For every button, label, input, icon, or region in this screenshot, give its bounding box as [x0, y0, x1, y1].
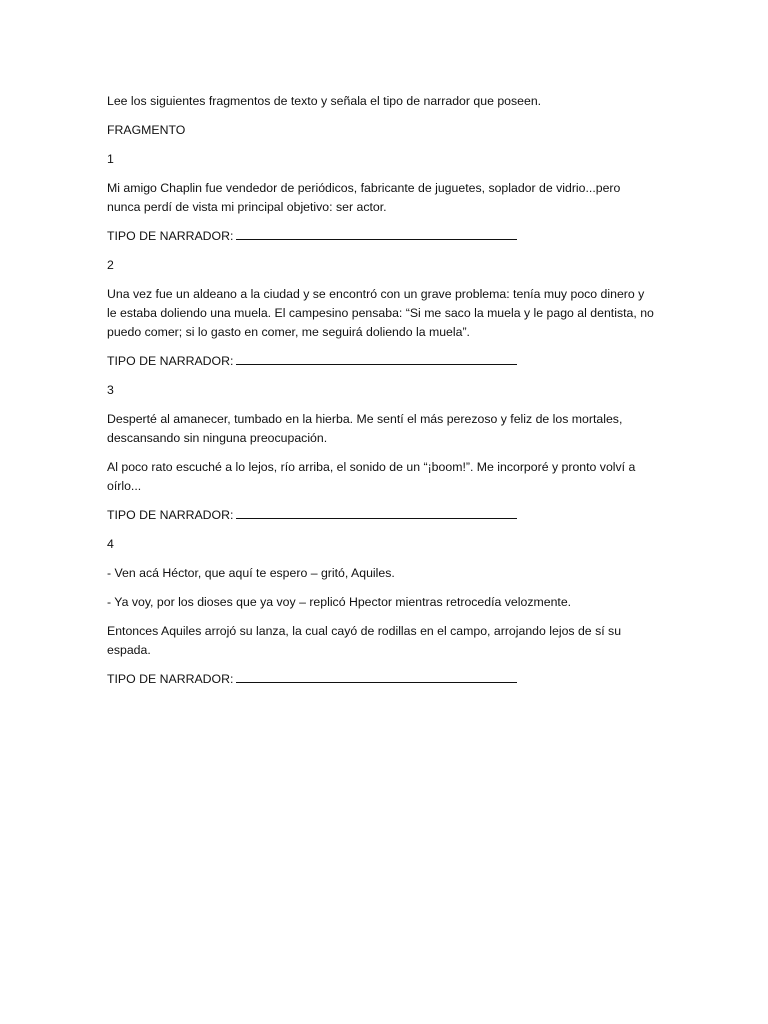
fragment-number: 1 — [107, 152, 114, 166]
fragment-text-line: espada. — [107, 643, 151, 657]
answer-line — [107, 506, 517, 525]
fragment-text-line: descansando sin ninguna preocupación. — [107, 431, 328, 445]
answer-blank — [236, 670, 517, 683]
fragment-text-line: Desperté al amanecer, tumbado en la hierba. Me sentí el más perezoso y feliz de los mortales, — [107, 412, 623, 426]
answer-line — [107, 670, 517, 689]
fragment-text-line: puedo comer; si lo gasto en comer, me seguirá doliendo la muela”. — [107, 325, 470, 339]
instruction-text: Lee los siguientes fragmentos de texto y señala el tipo de narrador que poseen. — [107, 94, 542, 108]
answer-label: TIPO DE NARRADOR: — [107, 672, 234, 686]
fragment-text-line: Mi amigo Chaplin fue vendedor de periódicos, fabricante de juguetes, soplador de vidrio...pero — [107, 181, 621, 195]
fragment-number: 4 — [107, 537, 114, 551]
answer-blank — [236, 352, 517, 365]
fragment-text-line: le estaba doliendo una muela. El campesino pensaba: “Si me saco la muela y le pago al dentista, no — [107, 306, 654, 320]
fragment-number: 3 — [107, 383, 114, 397]
fragment-number: 2 — [107, 258, 114, 272]
answer-blank — [236, 227, 517, 240]
answer-line — [107, 227, 517, 246]
answer-label: TIPO DE NARRADOR: — [107, 229, 234, 243]
fragment-text-line: Entonces Aquiles arrojó su lanza, la cual cayó de rodillas en el campo, arrojando lejos de sí su — [107, 624, 622, 638]
fragment-text-line: - Ven acá Héctor, que aquí te espero – gritó, Aquiles. — [107, 566, 395, 580]
section-label: FRAGMENTO — [107, 123, 186, 137]
fragment-text-line: - Ya voy, por los dioses que ya voy – replicó Hpector mientras retrocedía velozmente. — [107, 595, 572, 609]
answer-label: TIPO DE NARRADOR: — [107, 508, 234, 522]
fragment-text-line: oírlo... — [107, 479, 142, 493]
answer-line — [107, 352, 517, 371]
answer-label: TIPO DE NARRADOR: — [107, 354, 234, 368]
answer-blank — [236, 506, 517, 519]
fragment-text-line: nunca perdí de vista mi principal objetivo: ser actor. — [107, 200, 387, 214]
fragment-text-line: Una vez fue un aldeano a la ciudad y se encontró con un grave problema: tenía muy poco dinero y — [107, 287, 645, 301]
fragment-text-line: Al poco rato escuché a lo lejos, río arriba, el sonido de un “¡boom!”. Me incorporé y pronto volví a — [107, 460, 636, 474]
